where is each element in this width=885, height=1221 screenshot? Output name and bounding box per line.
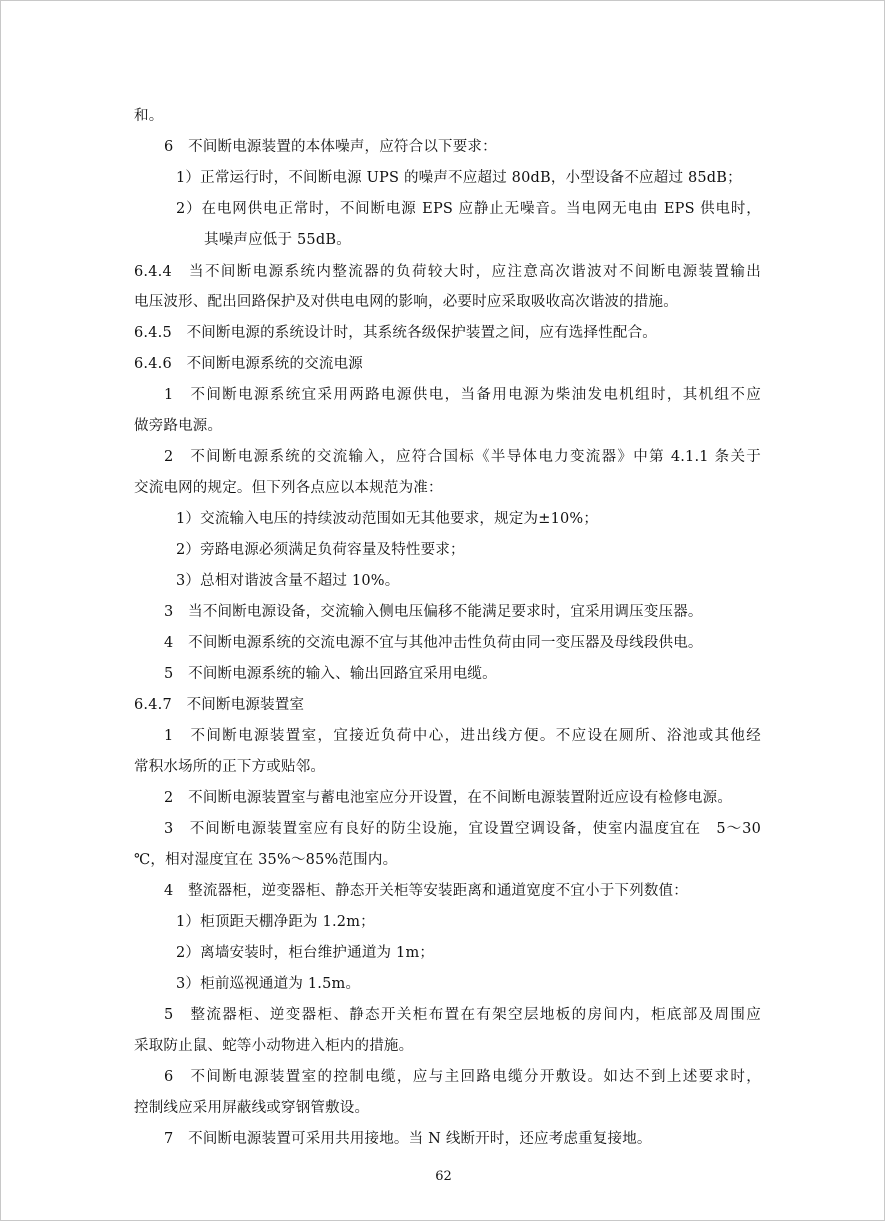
list-item: 1）交流输入电压的持续波动范围如无其他要求，规定为±10%； bbox=[176, 511, 599, 527]
section-6-4-4: 6.4.4 当不间断电源系统内整流器的负荷较大时，应注意高次谐波对不间断电源装置输出 bbox=[134, 264, 761, 280]
clause-text: 6 不间断电源装置室的控制电缆，应与主回路电缆分开敷设。如达不到上述要求时， bbox=[164, 1069, 761, 1085]
clause-text: 7 不间断电源装置可采用共用接地。当 N 线断开时，还应考虑重复接地。 bbox=[164, 1131, 652, 1147]
text-line: 电压波形、配出回路保护及对供电电网的影响，必要时应采取吸收高次谐波的措施。 bbox=[134, 294, 678, 310]
clause-text: 4 不间断电源系统的交流电源不宜与其他冲击性负荷由同一变压器及母线段供电。 bbox=[164, 635, 703, 651]
text-line: 做旁路电源。 bbox=[134, 418, 223, 434]
clause-text: 4 整流器柜，逆变器柜、静态开关柜等安装距离和通道宽度不宜小于下列数值： bbox=[164, 883, 688, 899]
clause-text: 5 整流器柜、逆变器柜、静态开关柜布置在有架空层地板的房间内，柜底部及周围应 bbox=[164, 1007, 761, 1023]
text-line: 和。 bbox=[134, 108, 164, 124]
clause-text: 3 当不间断电源设备，交流输入侧电压偏移不能满足要求时，宜采用调压变压器。 bbox=[164, 604, 703, 620]
list-item: 1）正常运行时，不间断电源 UPS 的噪声不应超过 80dB，小型设备不应超过 85dB； bbox=[176, 170, 742, 186]
text-line: 交流电网的规定。但下列各点应以本规范为准： bbox=[134, 480, 443, 496]
clause-text: 2 不间断电源系统的交流输入，应符合国标《半导体电力变流器》中第 4.1.1 条关于 bbox=[164, 449, 761, 465]
list-item: 3）柜前巡视通道为 1.5m。 bbox=[176, 976, 361, 992]
section-6-4-6-heading: 6.4.6 不间断电源系统的交流电源 bbox=[134, 356, 363, 372]
list-item: 2）在电网供电正常时，不间断电源 EPS 应静止无噪音。当电网无电由 EPS 供电时， bbox=[176, 201, 761, 217]
clause-text: 3 不间断电源装置室应有良好的防尘设施，宜设置空调设备，使室内温度宜在 5～30 bbox=[164, 821, 761, 837]
clause-6-heading: 6 不间断电源装置的本体噪声，应符合以下要求： bbox=[164, 139, 497, 155]
text-line: 常积水场所的正下方或贴邻。 bbox=[134, 759, 326, 775]
clause-text: 1 不间断电源装置室，宜接近负荷中心，进出线方便。不应设在厕所、浴池或其他经 bbox=[164, 728, 761, 744]
list-item: 3）总相对谐波含量不超过 10%。 bbox=[176, 573, 400, 589]
text-line: 控制线应采用屏蔽线或穿钢管敷设。 bbox=[134, 1100, 370, 1116]
text-line: ℃，相对湿度宜在 35%～85%范围内。 bbox=[134, 852, 398, 868]
section-6-4-5: 6.4.5 不间断电源的系统设计时，其系统各级保护装置之间，应有选择性配合。 bbox=[134, 325, 657, 341]
list-item-continuation: 其噪声应低于 55dB。 bbox=[204, 232, 351, 248]
section-6-4-7-heading: 6.4.7 不间断电源装置室 bbox=[134, 697, 305, 713]
clause-text: 2 不间断电源装置室与蓄电池室应分开设置，在不间断电源装置附近应设有检修电源。 bbox=[164, 790, 733, 806]
list-item: 2）旁路电源必须满足负荷容量及特性要求； bbox=[176, 542, 465, 558]
clause-text: 1 不间断电源系统宜采用两路电源供电，当备用电源为柴油发电机组时，其机组不应 bbox=[164, 387, 761, 403]
text-line: 采取防止鼠、蛇等小动物进入柜内的措施。 bbox=[134, 1038, 414, 1054]
clause-text: 5 不间断电源系统的输入、输出回路宜采用电缆。 bbox=[164, 666, 497, 682]
list-item: 1）柜顶距天棚净距为 1.2m； bbox=[176, 914, 375, 930]
list-item: 2）离墙安装时，柜台维护通道为 1m； bbox=[176, 945, 435, 961]
page-number: 62 bbox=[435, 1169, 452, 1184]
